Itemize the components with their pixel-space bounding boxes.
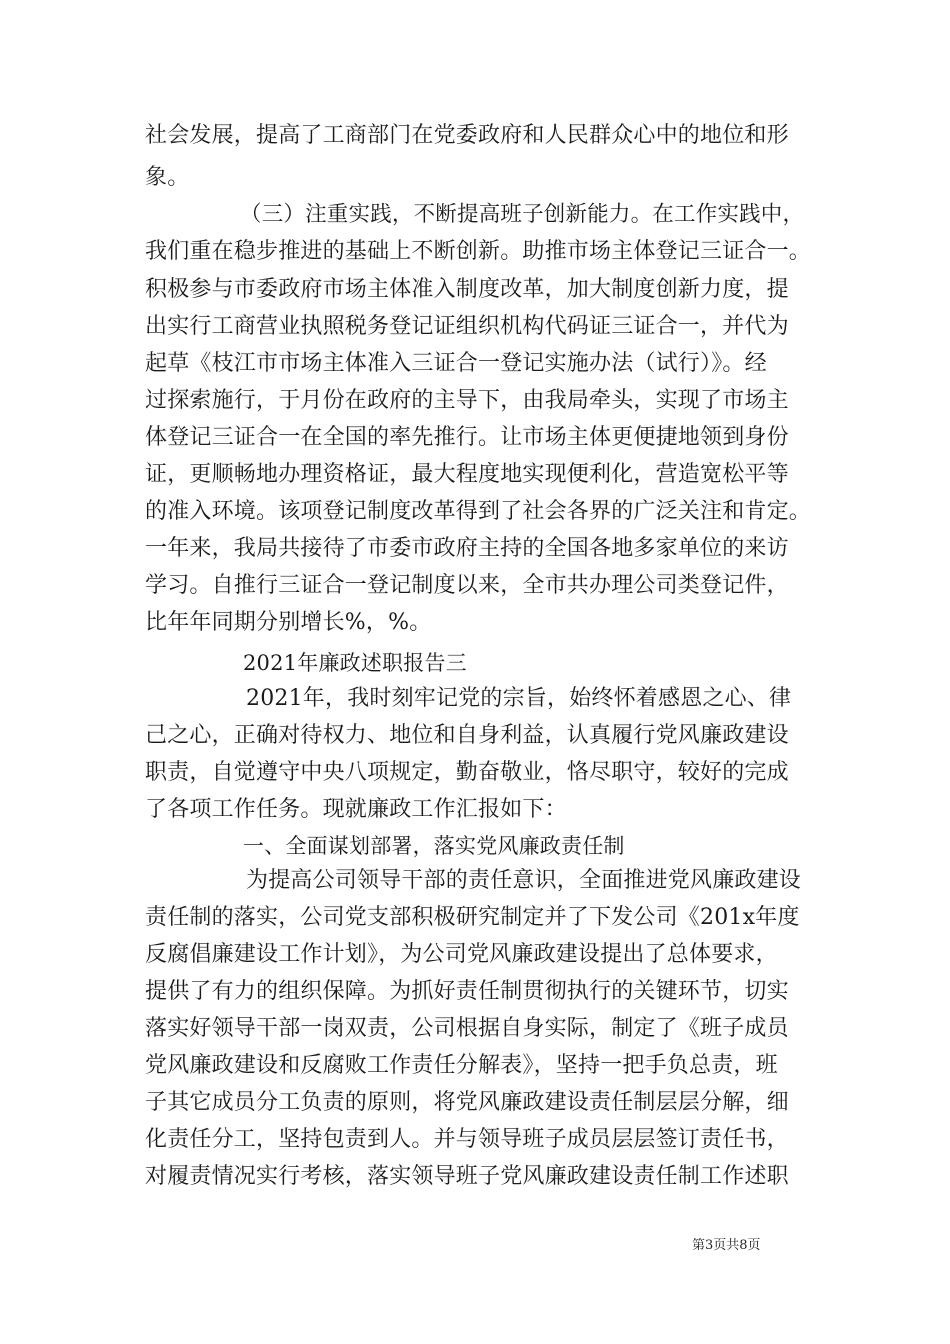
paragraph-line: 出实行工商营业执照税务登记证组织机构代码证三证合一，并代为 <box>145 314 789 339</box>
paragraph-line: 2021年，我时刻牢记党的宗旨，始终怀着感恩之心、律 <box>246 686 792 711</box>
section-heading: 2021年廉政述职报告三 <box>243 651 467 675</box>
paragraph-line: 对履责情况实行考核，落实领导班子党风廉政建设责任制工作述职 <box>145 1164 789 1189</box>
paragraph-line: 过探索施行，于月份在政府的主导下，由我局牵头，实现了市场主 <box>145 388 789 413</box>
paragraph-line: 我们重在稳步推进的基础上不断创新。助推市场主体登记三证合一。 <box>145 239 812 264</box>
paragraph-line: 学习。自推行三证合一登记制度以来，全市共办理公司类登记件， <box>145 573 789 598</box>
paragraph-line: 责任制的落实，公司党支部积极研究制定并了下发公司《201x年度 <box>145 905 800 930</box>
paragraph-line: 证，更顺畅地办理资格证，最大程度地实现便利化，营造宽松平等 <box>145 462 789 487</box>
page-number: 第3页共8页 <box>692 1238 761 1253</box>
paragraph-line: （三）注重实践，不断提高班子创新能力。在工作实践中， <box>240 202 805 227</box>
paragraph-line: 了各项工作任务。现就廉政工作汇报如下： <box>145 797 567 822</box>
paragraph-line: 己之心，正确对待权力、地位和自身利益，认真履行党风廉政建设 <box>145 723 789 748</box>
paragraph-line: 提供了有力的组织保障。为抓好责任制贯彻执行的关键环节，切实 <box>145 979 789 1004</box>
paragraph-line: 为提高公司领导干部的责任意识，全面推进党风廉政建设 <box>246 868 802 893</box>
paragraph-line: 一年来，我局共接待了市委市政府主持的全国各地多家单位的来访 <box>145 536 789 561</box>
paragraph-line: 职责，自觉遵守中央八项规定，勤奋敬业，恪尽职守，较好的完成 <box>145 760 789 785</box>
paragraph-line: 党风廉政建设和反腐败工作责任分解表》，坚持一把手负总责，班 <box>145 1053 778 1078</box>
subsection-heading: 一、全面谋划部署，落实党风廉政责任制 <box>243 834 625 858</box>
paragraph-line: 社会发展，提高了工商部门在党委政府和人民群众心中的地位和形 <box>145 123 789 148</box>
paragraph-line: 比年年同期分别增长%，%。 <box>145 610 432 635</box>
paragraph-line: 化责任分工，坚持包责到人。并与领导班子成员层层签订责任书， <box>145 1127 789 1152</box>
paragraph-line: 积极参与市委政府市场主体准入制度改革，加大制度创新力度，提 <box>145 277 789 302</box>
paragraph-line: 反腐倡廉建设工作计划》，为公司党风廉政建设提出了总体要求， <box>145 942 778 967</box>
paragraph-line: 落实好领导干部一岗双责，公司根据自身实际，制定了《班子成员 <box>145 1016 789 1041</box>
paragraph-line: 象。 <box>145 165 190 190</box>
paragraph-line: 的准入环境。该项登记制度改革得到了社会各界的广泛关注和肯定。 <box>145 499 812 524</box>
paragraph-line: 体登记三证合一在全国的率先推行。让市场主体更便捷地领到身份 <box>145 425 789 450</box>
paragraph-line: 子其它成员分工负责的原则，将党风廉政建设责任制层层分解，细 <box>145 1090 789 1115</box>
paragraph-line: 起草《枝江市市场主体准入三证合一登记实施办法（试行）》。经 <box>145 351 767 376</box>
